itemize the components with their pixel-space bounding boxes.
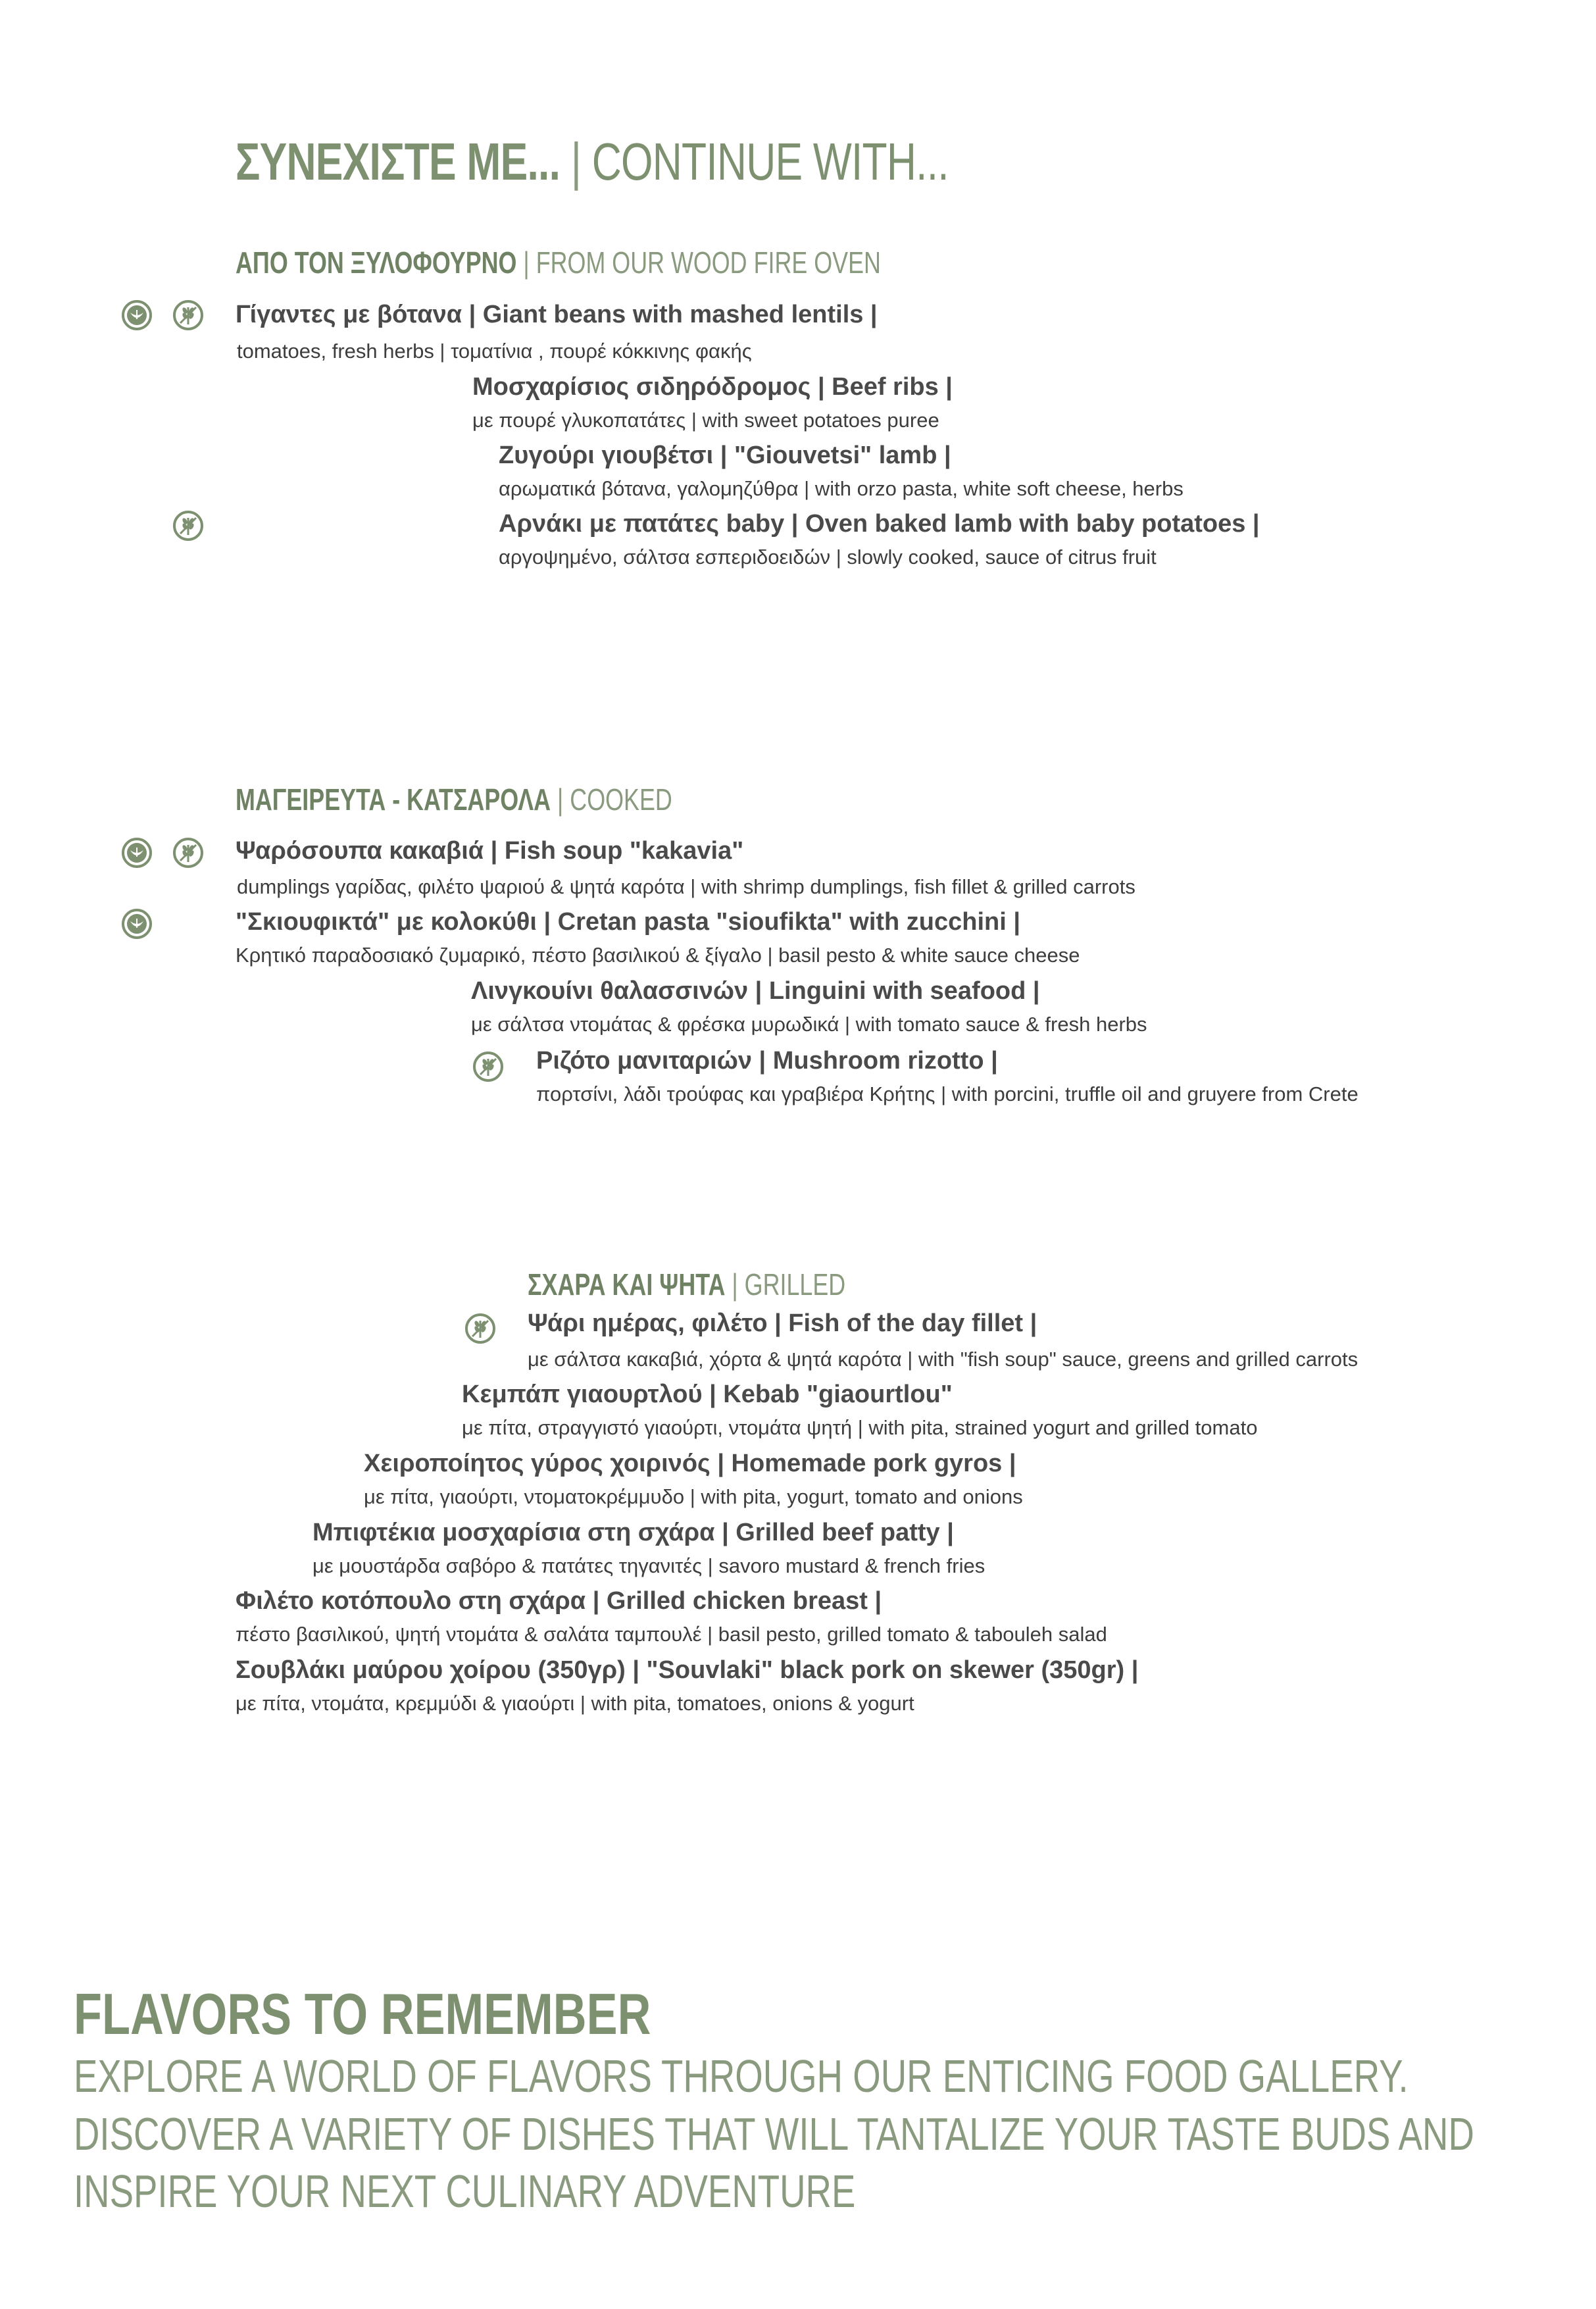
menu-item-name: Μπιφτέκια μοσχαρίσια στη σχάρα | Grilled beef patty | [312,1519,954,1546]
menu-item-name: Μοσχαρίσιος σιδηρόδρομος | Beef ribs | [472,373,953,401]
section-title-grilled-en: | GRILLED [732,1267,846,1302]
section-title-grilled [528,1267,845,1302]
vegan-leaf-icon [121,837,153,869]
menu-item-desc: πορτσίνι, λάδι τρούφας και γραβιέρα Κρήτης | with porcini, truffle oil and gruyere from Crete [536,1082,1359,1105]
gluten-free-wheat-icon [464,1313,496,1344]
footer-title: FLAVORS TO REMEMBER [74,1981,651,2046]
section-title-cooked [236,782,672,817]
menu-item-desc: με πουρέ γλυκοπατάτες | with sweet potatoes puree [472,409,939,432]
menu-item-desc: πέστο βασιλικού, ψητή ντομάτα & σαλάτα ταμπουλέ | basil pesto, grilled tomato & tabouleh salad [236,1623,1107,1646]
gluten-free-wheat-icon [172,837,204,869]
menu-item-desc: με μουστάρδα σαβόρο & πατάτες τηγανιτές | savoro mustard & french fries [312,1554,985,1577]
menu-item-name: Ψάρι ημέρας, φιλέτο | Fish of the day fillet | [528,1309,1037,1337]
section-title-grilled-gr: ΣΧΑΡΑ ΚΑΙ ΨΗΤΑ [528,1267,726,1302]
menu-item-name: Γίγαντες με βότανα | Giant beans with mashed lentils | [236,301,878,328]
footer-line: EXPLORE A WORLD OF FLAVORS THROUGH OUR ENTICING FOOD GALLERY. [74,2050,1409,2102]
menu-item-name: Ψαρόσουπα κακαβιά | Fish soup "kakavia" [236,837,744,865]
menu-item-name: Σουβλάκι μαύρου χοίρου (350γρ) | "Souvlaki" black pork on skewer (350gr) | [236,1656,1139,1684]
section-title-oven-gr: ΑΠΟ ΤΟΝ ΞΥΛΟΦΟΥΡΝΟ [236,245,517,280]
section-title-oven-en: | FROM OUR WOOD FIRE OVEN [523,245,881,280]
page-title-separator: | [570,132,582,191]
page-title-gr: ΣΥΝΕΧΙΣΤΕ ΜΕ... [236,132,561,191]
footer-line: INSPIRE YOUR NEXT CULINARY ADVENTURE [74,2166,856,2217]
footer-line: DISCOVER A VARIETY OF DISHES THAT WILL TANTALIZE YOUR TASTE BUDS AND [74,2108,1474,2160]
vegan-leaf-icon [121,299,153,331]
menu-item-name: Ζυγούρι γιουβέτσι | "Giouvetsi" lamb | [499,442,951,469]
gluten-free-wheat-icon [172,299,204,331]
menu-item-desc: με σάλτσα ντομάτας & φρέσκα μυρωδικά | with tomato sauce & fresh herbs [471,1013,1147,1036]
menu-item-desc: με σάλτσα κακαβιά, χόρτα & ψητά καρότα | with "fish soup" sauce, greens and grilled carrots [528,1348,1359,1371]
menu-item-desc: με πίτα, στραγγιστό γιαούρτι, ντομάτα ψητή | with pita, strained yogurt and grilled tomato [462,1416,1258,1439]
gluten-free-wheat-icon [172,510,204,542]
menu-item-desc: με πίτα, ντομάτα, κρεμμύδι & γιαούρτι | with pita, tomatoes, onions & yogurt [236,1692,914,1715]
vegan-leaf-icon [121,908,153,940]
menu-item-desc: αρωματικά βότανα, γαλομηζύθρα | with orzo pasta, white soft cheese, herbs [499,477,1184,500]
page-title [236,132,949,192]
menu-item-desc: με πίτα, γιαούρτι, ντοματοκρέμμυδο | with pita, yogurt, tomato and onions [364,1485,1023,1508]
menu-item-name: Χειροποίητος γύρος χοιρινός | Homemade pork gyros | [364,1450,1016,1477]
section-title-oven [236,245,881,280]
menu-item-name: Ριζότο μανιταριών | Mushroom rizotto | [536,1047,998,1075]
menu-item-desc: Κρητικό παραδοσιακό ζυμαρικό, πέστο βασιλικού & ξίγαλο | basil pesto & white sauce cheese [236,944,1080,967]
menu-item-name: "Σκιουφικτά" με κολοκύθι | Cretan pasta "sioufikta" with zucchini | [236,908,1021,936]
section-title-cooked-en: | COOKED [557,782,672,817]
page-title-en: CONTINUE WITH... [591,132,949,191]
menu-item-desc: αργοψημένο, σάλτσα εσπεριδοειδών | slowly cooked, sauce of citrus fruit [499,546,1157,569]
menu-item-name: Κεμπάπ γιαουρτλού | Kebab "giaourtlou" [462,1381,953,1408]
menu-item-name: Λινγκουίνι θαλασσινών | Linguini with seafood | [471,977,1040,1005]
menu-item-desc: tomatoes, fresh herbs | τοματίνια , πουρέ κόκκινης φακής [237,340,752,363]
menu-item-desc: dumplings γαρίδας, φιλέτο ψαριού & ψητά καρότα | with shrimp dumplings, fish fillet & grilled carrots [237,875,1135,898]
menu-item-name: Αρνάκι με πατάτες baby | Oven baked lamb with baby potatoes | [499,510,1260,538]
section-title-cooked-gr: ΜΑΓΕΙΡΕΥΤΑ - ΚΑΤΣΑΡΟΛΑ [236,782,551,817]
gluten-free-wheat-icon [472,1051,504,1082]
menu-item-name: Φιλέτο κοτόπουλο στη σχάρα | Grilled chicken breast | [236,1587,882,1615]
